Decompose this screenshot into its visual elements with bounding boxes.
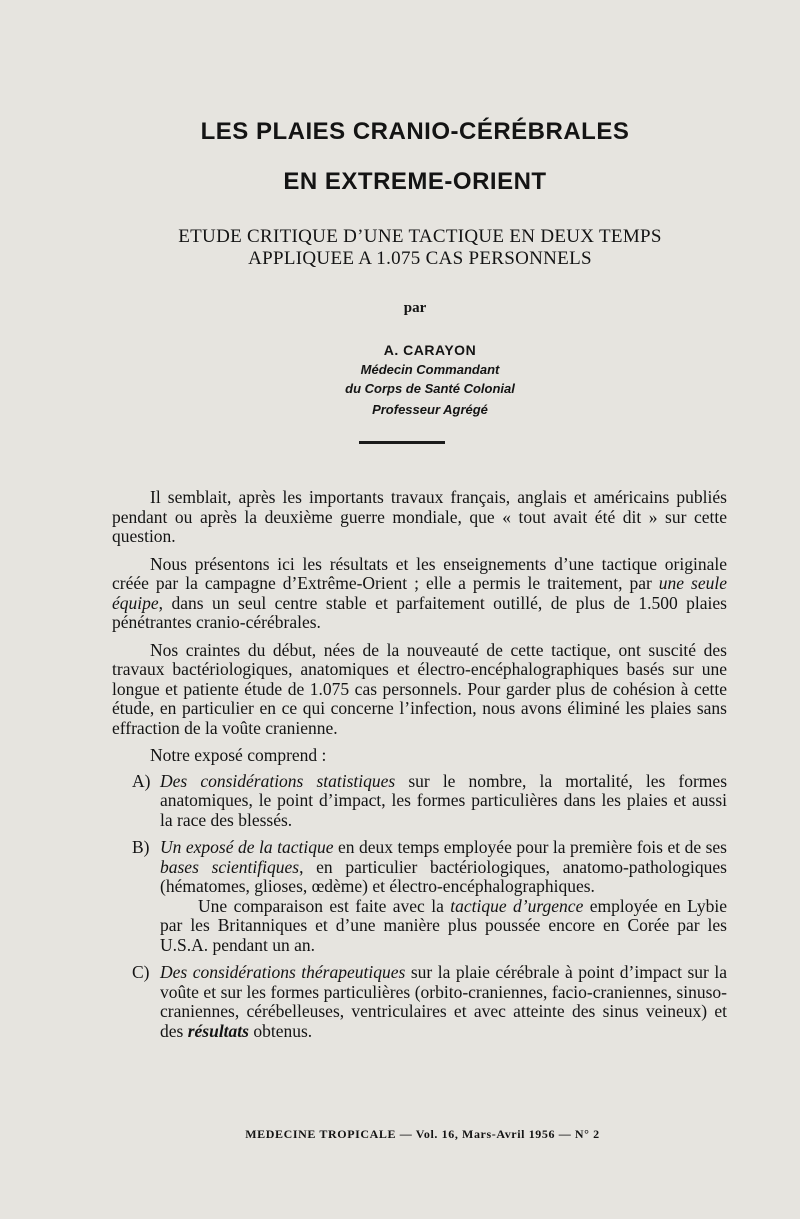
paragraph-1: Il semblait, après les importants travaux français, anglais et américains publiés pendant ou après la deuxième guerre mondiale, que « tout avait été dit » sur cette question. — [112, 487, 727, 546]
list-b-text-1: en deux temps employée pour la première fois et de ses — [333, 837, 727, 857]
author-role-1: Médecin Commandant — [360, 362, 500, 377]
title-line-2: EN EXTREME-ORIENT — [283, 168, 547, 195]
separator-rule — [359, 441, 445, 444]
list-item-b — [112, 838, 727, 955]
paragraph-4: Notre exposé comprend : — [150, 745, 327, 765]
list-b-sub-text-b: employée en Lybie par les Britanniques et d’une manière plus poussée encore en Corée par les U.S.A. pendant un an. — [160, 895, 727, 955]
subtitle-line-1: ETUDE CRITIQUE D’UNE TACTIQUE EN DEUX TEMPS — [178, 226, 662, 247]
list-item-c — [112, 963, 727, 1041]
paragraph-2-text-a: Nous présentons ici les résultats et les enseignements d’une tactique originale créée par la campagne d’Extrême-Orient ; elle a permis le traitement, par — [112, 553, 727, 593]
list-c-emphasis: Des considérations thérapeutiques — [160, 962, 406, 982]
paragraph-2-text-b: , dans un seul centre stable et parfaitement outillé, de plus de 1.500 plaies pénétrantes cranio-cérébrales. — [112, 592, 727, 632]
list-a-emphasis: Des considérations statistiques — [160, 770, 396, 791]
list-b-sub-emphasis: tactique d’urgence — [450, 895, 584, 916]
list-label-c: C) — [132, 962, 150, 982]
list-c-end: obtenus. — [248, 1020, 313, 1041]
list-b-text-2: , en particulier bactériologiques, anatomo-pathologiques (hématomes, glioses, œdème) et électro-encéphalographiques. — [160, 856, 727, 896]
paragraph-2 — [112, 555, 727, 633]
list-c-text: sur la plaie cérébrale à point d’impact sur la voûte et sur les formes particulières (orbito-craniennes, facio-craniennes, sinuso-craniennes, cérébelleuses, ventriculaires et avec atteinte des sinus veineux) et des — [160, 962, 728, 1041]
list-b-emphasis-1: Un exposé de la tactique — [160, 837, 334, 857]
article-body — [112, 488, 727, 1049]
author-name: A. CARAYON — [383, 342, 477, 358]
list-label-b: B) — [132, 837, 150, 857]
list-a-text: sur le nombre, la mortalité, les formes anatomiques, le point d’impact, les formes particulières dans les plaies et aussi la race des blessés. — [160, 770, 728, 830]
by-label: par — [403, 300, 427, 316]
list-b-sub-text-a: Une comparaison est faite avec la — [198, 895, 451, 916]
list-b-emphasis-2: bases scientifiques — [160, 856, 300, 877]
author-role-2: du Corps de Santé Colonial — [345, 381, 515, 396]
title-line-1: LES PLAIES CRANIO-CÉRÉBRALES — [200, 118, 630, 145]
subtitle — [0, 226, 800, 270]
author-role-3: Professeur Agrégé — [372, 402, 488, 417]
paragraph-3: Nos craintes du début, nées de la nouveauté de cette tactique, ont suscité des travaux bactériologiques, anatomiques et électro-encéphalographiques basés sur une longue et patiente étude de 1.075 cas personnels. Pour garder plus de cohésion à cette étude, en particulier en ce qui concerne l’infection, nous avons éliminé les plaies sans effraction de la voûte cranienne. — [112, 639, 727, 738]
paragraph-2-emphasis: une seule équipe — [112, 573, 728, 613]
list-c-strong: résultats — [187, 1020, 249, 1041]
list-label-a: A) — [132, 770, 151, 791]
journal-footer: MEDECINE TROPICALE — Vol. 16, Mars-Avril 1956 — N° 2 — [245, 1127, 600, 1141]
list-b-subparagraph — [160, 897, 727, 956]
subtitle-line-2: APPLIQUEE A 1.075 CAS PERSONNELS — [248, 248, 592, 269]
list-item-a — [112, 772, 727, 831]
